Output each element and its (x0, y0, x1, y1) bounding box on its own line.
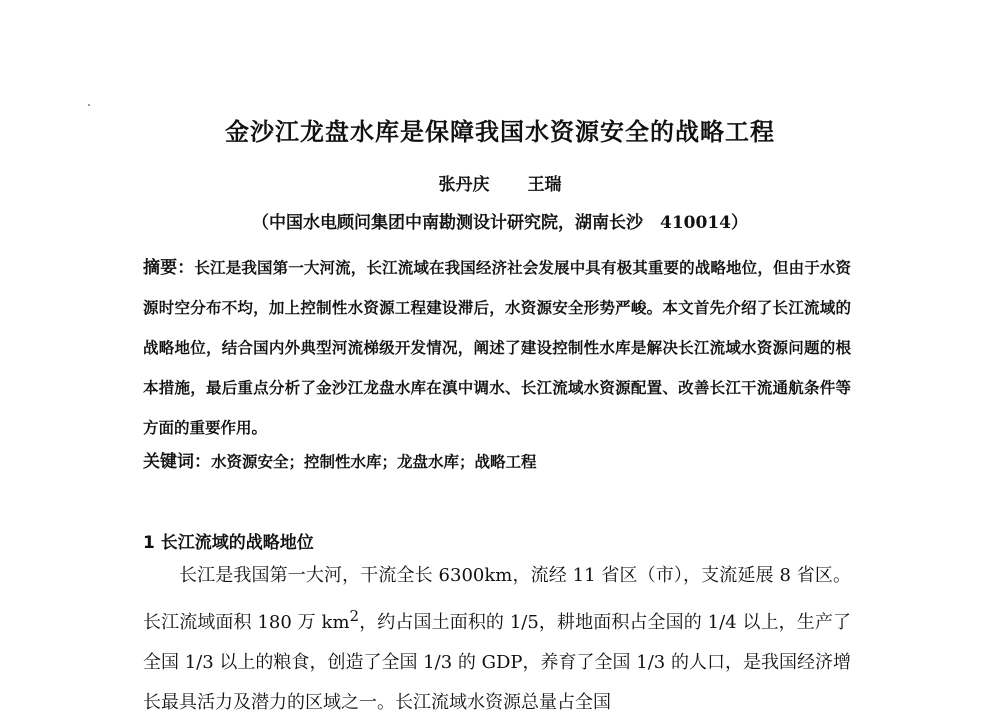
body-paragraph (143, 556, 851, 723)
abstract-label: 摘要： (143, 258, 195, 278)
affiliation: （中国水电顾问集团中南勘测设计研究院，湖南长沙 410014） (252, 213, 748, 233)
keywords-label: 关键词： (143, 452, 211, 472)
paper-title: 金沙江龙盘水库是保障我国水资源安全的战略工程 (225, 118, 775, 146)
author-line (0, 170, 1000, 195)
abstract (143, 248, 851, 448)
scan-speck (88, 104, 90, 106)
author-name: 张丹庆 (438, 175, 490, 195)
keywords (143, 447, 851, 472)
superscript: 2 (349, 607, 360, 625)
keywords-text: 水资源安全；控制性水库；龙盘水库；战略工程 (211, 453, 537, 471)
author-name: 王瑞 (527, 175, 562, 195)
body-text-part: ，约占国土面积的 1/5，耕地面积占全国的 1/4 以上，生产了全国 1/3 以上的粮食，创造了全国 1/3 的 GDP，养育了全国 1/3 的人口，是我国经济增长最具活力及潜力的区域之一。长江流域水资源总量占全国 (143, 612, 851, 713)
abstract-text: 长江是我国第一大河流，长江流域在我国经济社会发展中具有极其重要的战略地位，但由于水资源时空分布不均，加上控制性水资源工程建设滞后，水资源安全形势严峻。本文首先介绍了长江流域的战略地位，结合国内外典型河流梯级开发情况，阐述了建设控制性水库是解决长江流域水资源问题的根本措施，最后重点分析了金沙江龙盘水库在滇中调水、长江流域水资源配置、改善长江干流通航条件等方面的重要作用。 (143, 259, 852, 437)
body-text-part: 长江是我国第一大河，干流全长 6300km，流经 11 省区（市），支流延展 8 省区。长江流域面积 180 万 km (143, 565, 851, 633)
section-heading: 1 长江流域的战略地位 (143, 533, 314, 553)
